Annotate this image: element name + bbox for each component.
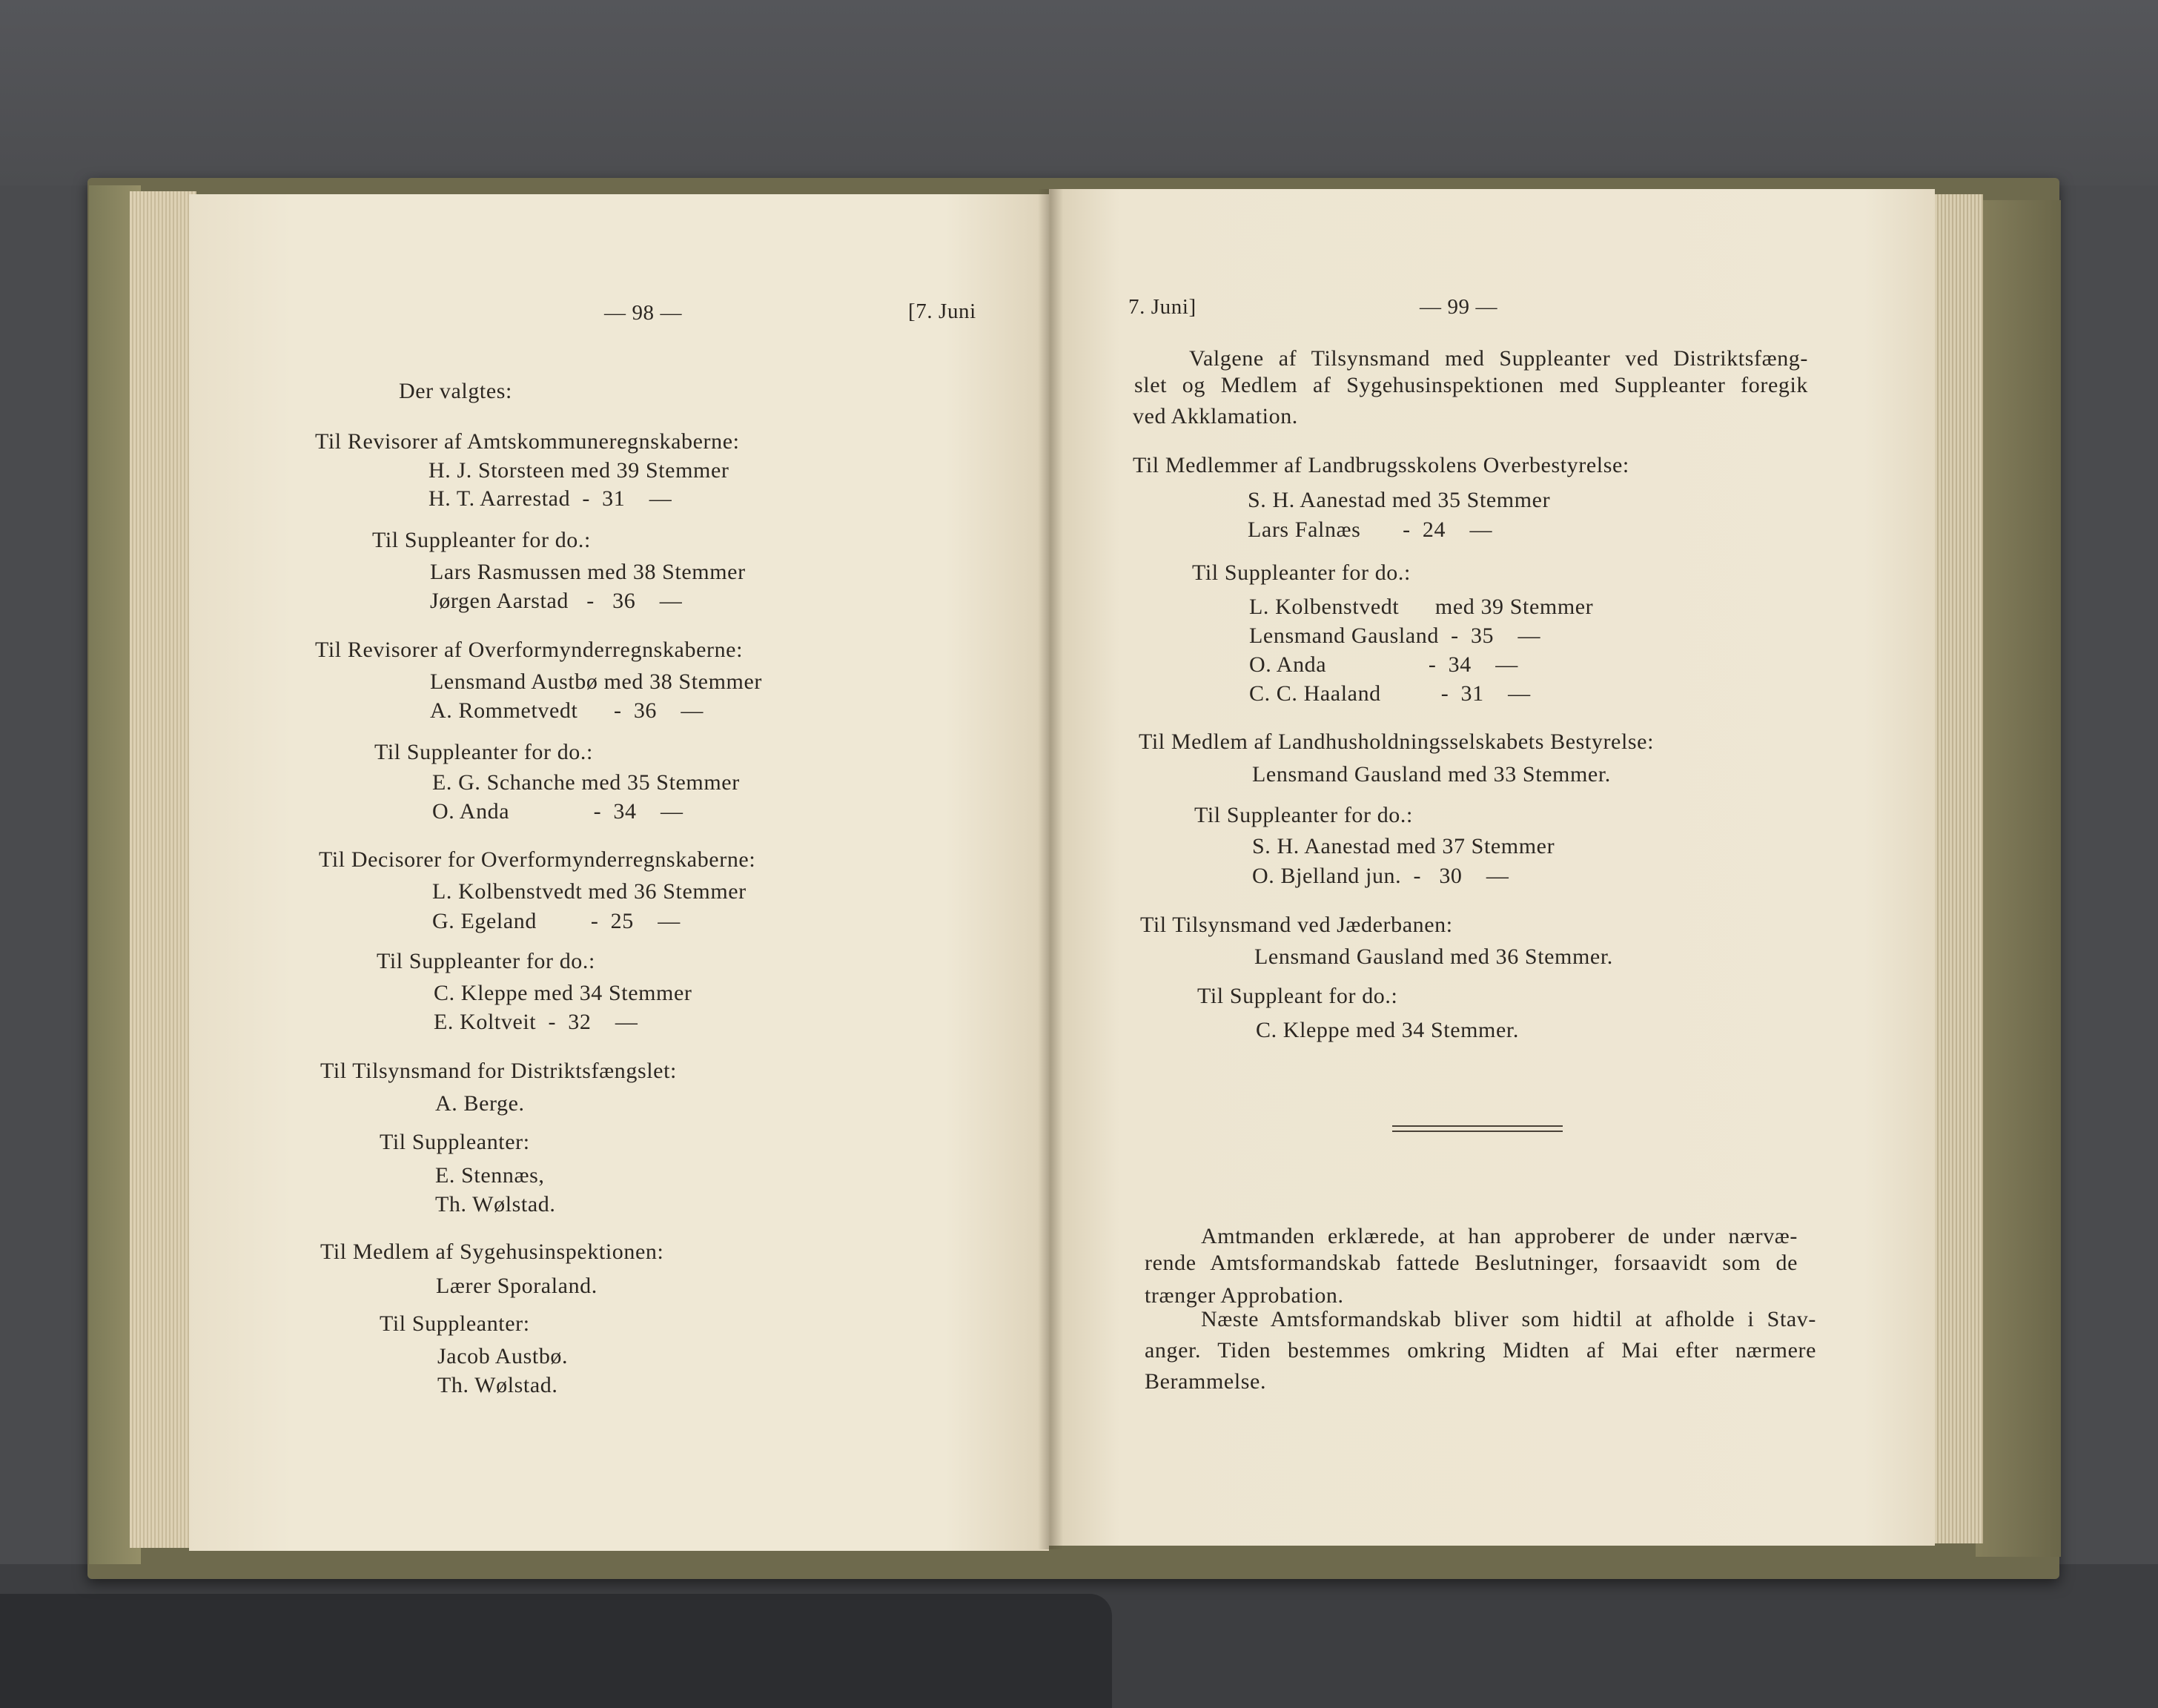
left-page-number: — 98 — [604,301,683,325]
text-line: Til Tilsynsmand ved Jæderbanen: [1140,913,1453,937]
section-divider [1392,1125,1563,1127]
text-line: A. Rommetvedt - 36 — [430,698,704,723]
text-line: L. Kolbenstvedt med 36 Stemmer [432,879,747,904]
text-line: Lars Falnæs - 24 — [1248,517,1493,542]
text-line: Til Suppleanter for do.: [1192,560,1411,585]
text-line: Næste Amtsformandskab bliver som hidtil at afholde i Stav- [1201,1307,1816,1331]
text-line: O. Anda - 34 — [432,799,684,824]
text-line: Lensmand Gausland med 33 Stemmer. [1252,762,1611,787]
text-line: Amtmanden erklærede, at han approberer de under nærvæ- [1201,1224,1798,1248]
text-line: Lærer Sporaland. [436,1274,598,1298]
text-line: Til Suppleanter for do.: [372,528,591,552]
page-stack-right [1927,194,1983,1543]
section-divider [1392,1131,1563,1132]
right-page-number: — 99 — [1420,295,1498,319]
text-line: Til Tilsynsmand for Distriktsfængslet: [320,1059,677,1083]
text-line: Lensmand Gausland med 36 Stemmer. [1254,944,1613,969]
book-gutter [1038,189,1063,1549]
cover-edge-right [1976,200,2061,1557]
text-line: S. H. Aanestad med 37 Stemmer [1252,834,1555,858]
text-line: ved Akklamation. [1133,404,1298,428]
text-line: C. C. Haaland - 31 — [1249,681,1531,706]
text-line: trænger Approbation. [1145,1283,1344,1308]
text-line: Til Suppleant for do.: [1197,984,1398,1008]
text-line: Til Suppleanter: [380,1311,530,1336]
text-line: O. Anda - 34 — [1249,652,1518,677]
text-line: Lensmand Austbø med 38 Stemmer [430,669,762,694]
text-line: H. T. Aarrestad - 31 — [428,486,672,511]
text-line: Til Suppleanter for do.: [374,740,593,764]
text-line: Der valgtes: [399,379,512,403]
text-line: Lars Rasmussen med 38 Stemmer [430,560,746,584]
text-line: Til Decisorer for Overformynderregnskaberne: [319,847,756,872]
text-line: S. H. Aanestad med 35 Stemmer [1248,488,1551,512]
text-line: H. J. Storsteen med 39 Stemmer [428,458,729,483]
text-line: Jacob Austbø. [437,1344,569,1368]
text-line: L. Kolbenstvedt med 39 Stemmer [1249,595,1594,619]
text-line: E. Stennæs, [435,1163,545,1188]
text-line: Til Medlem af Sygehusinspektionen: [320,1239,664,1264]
text-line: rende Amtsformandskab fattede Beslutninger, forsaavidt som de [1145,1251,1798,1275]
text-line: Th. Wølstad. [437,1373,558,1397]
text-line: O. Bjelland jun. - 30 — [1252,864,1509,888]
text-line: Til Suppleanter for do.: [1194,803,1413,827]
text-line: Til Suppleanter for do.: [377,949,595,973]
text-line: C. Kleppe med 34 Stemmer. [1256,1018,1519,1042]
text-line: A. Berge. [435,1091,525,1116]
right-running-head: 7. Juni] [1128,295,1197,319]
left-running-head: [7. Juni [908,299,976,323]
background-top [0,0,2158,185]
text-line: E. Koltveit - 32 — [434,1010,638,1034]
text-line: Til Medlem af Landhusholdningsselskabets Bestyrelse: [1139,729,1655,754]
text-line: E. G. Schanche med 35 Stemmer [432,770,740,795]
text-line: C. Kleppe med 34 Stemmer [434,981,692,1005]
text-line: slet og Medlem af Sygehusinspektionen med Suppleanter foregik [1134,373,1808,397]
text-line: Til Medlemmer af Landbrugsskolens Overbestyrelse: [1133,453,1629,477]
page-stack-left [130,191,196,1548]
text-line: Th. Wølstad. [435,1192,556,1217]
text-line: Lensmand Gausland - 35 — [1249,623,1541,648]
text-line: Til Revisorer af Overformynderregnskaberne: [315,638,744,662]
text-line: Berammelse. [1145,1369,1267,1394]
text-line: Jørgen Aarstad - 36 — [430,589,683,613]
text-line: Valgene af Tilsynsmand med Suppleanter ved Distriktsfæng- [1189,346,1808,371]
text-line: Til Revisorer af Amtskommuneregnskaberne: [315,429,740,454]
text-line: Til Suppleanter: [380,1130,530,1154]
text-line: anger. Tiden bestemmes omkring Midten af Mai efter nærmere [1145,1338,1816,1363]
text-line: G. Egeland - 25 — [432,909,681,933]
dark-pad [0,1594,1112,1708]
